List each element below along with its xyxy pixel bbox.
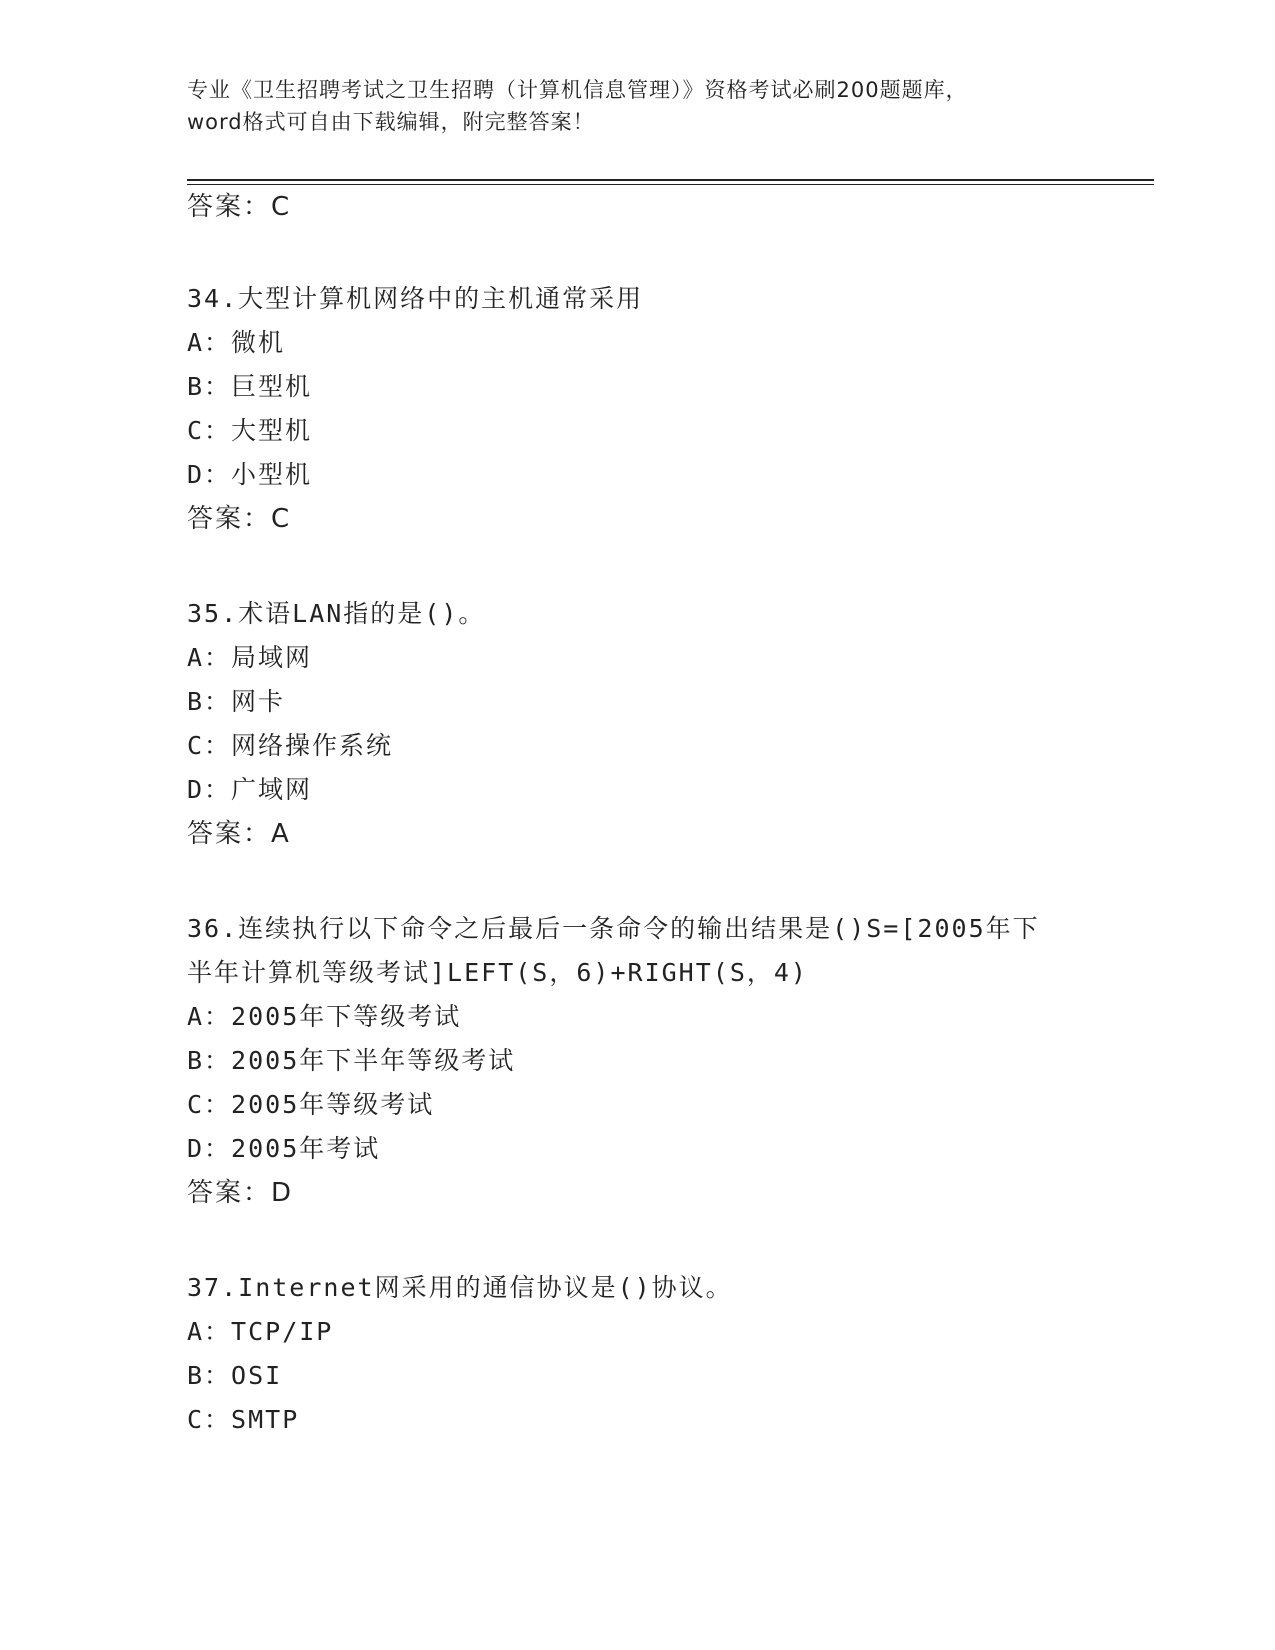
option-b: B：2005年下半年等级考试 (187, 1046, 516, 1075)
option-c: C：2005年等级考试 (187, 1090, 435, 1119)
option-a: A：微机 (187, 328, 286, 357)
option-a: A：2005年下等级考试 (187, 1002, 462, 1031)
answer: 答案：A (187, 819, 291, 849)
answer: 答案：D (187, 1178, 294, 1208)
option-b: B：OSI (187, 1361, 283, 1390)
question-stem-line-1: 36.连续执行以下命令之后最后一条命令的输出结果是()S=[2005年下 (187, 914, 1040, 943)
option-b: B：巨型机 (187, 372, 313, 401)
answer: 答案：C (187, 504, 292, 534)
previous-answer: 答案：C (187, 192, 292, 222)
option-a: A：TCP/IP (187, 1317, 334, 1346)
option-a: A：局域网 (187, 643, 313, 672)
header-line-2: word格式可自由下载编辑，附完整答案！ (187, 110, 595, 134)
option-d: D：广域网 (187, 775, 313, 804)
option-c: C：大型机 (187, 416, 313, 445)
question-stem-line-2: 半年计算机等级考试]LEFT(S，6)+RIGHT(S，4) (187, 958, 808, 987)
question-35 (187, 598, 485, 850)
header-divider-thin (187, 184, 1154, 185)
option-c: C：网络操作系统 (187, 731, 394, 760)
question-stem: 34.大型计算机网络中的主机通常采用 (187, 284, 644, 313)
header-line-1: 专业《卫生招聘考试之卫生招聘（计算机信息管理）》资格考试必刷200题题库， (187, 78, 968, 102)
header-divider-thick (187, 179, 1154, 181)
question-36 (187, 913, 1040, 1209)
question-37 (187, 1272, 733, 1436)
option-d: D：2005年考试 (187, 1134, 381, 1163)
option-d: D：小型机 (187, 460, 313, 489)
option-b: B：网卡 (187, 687, 286, 716)
question-stem: 35.术语LAN指的是()。 (187, 599, 486, 628)
question-stem: 37.Internet网采用的通信协议是()协议。 (187, 1273, 733, 1302)
option-c: C：SMTP (187, 1405, 300, 1434)
document-header (187, 74, 1087, 138)
question-34 (187, 283, 643, 535)
